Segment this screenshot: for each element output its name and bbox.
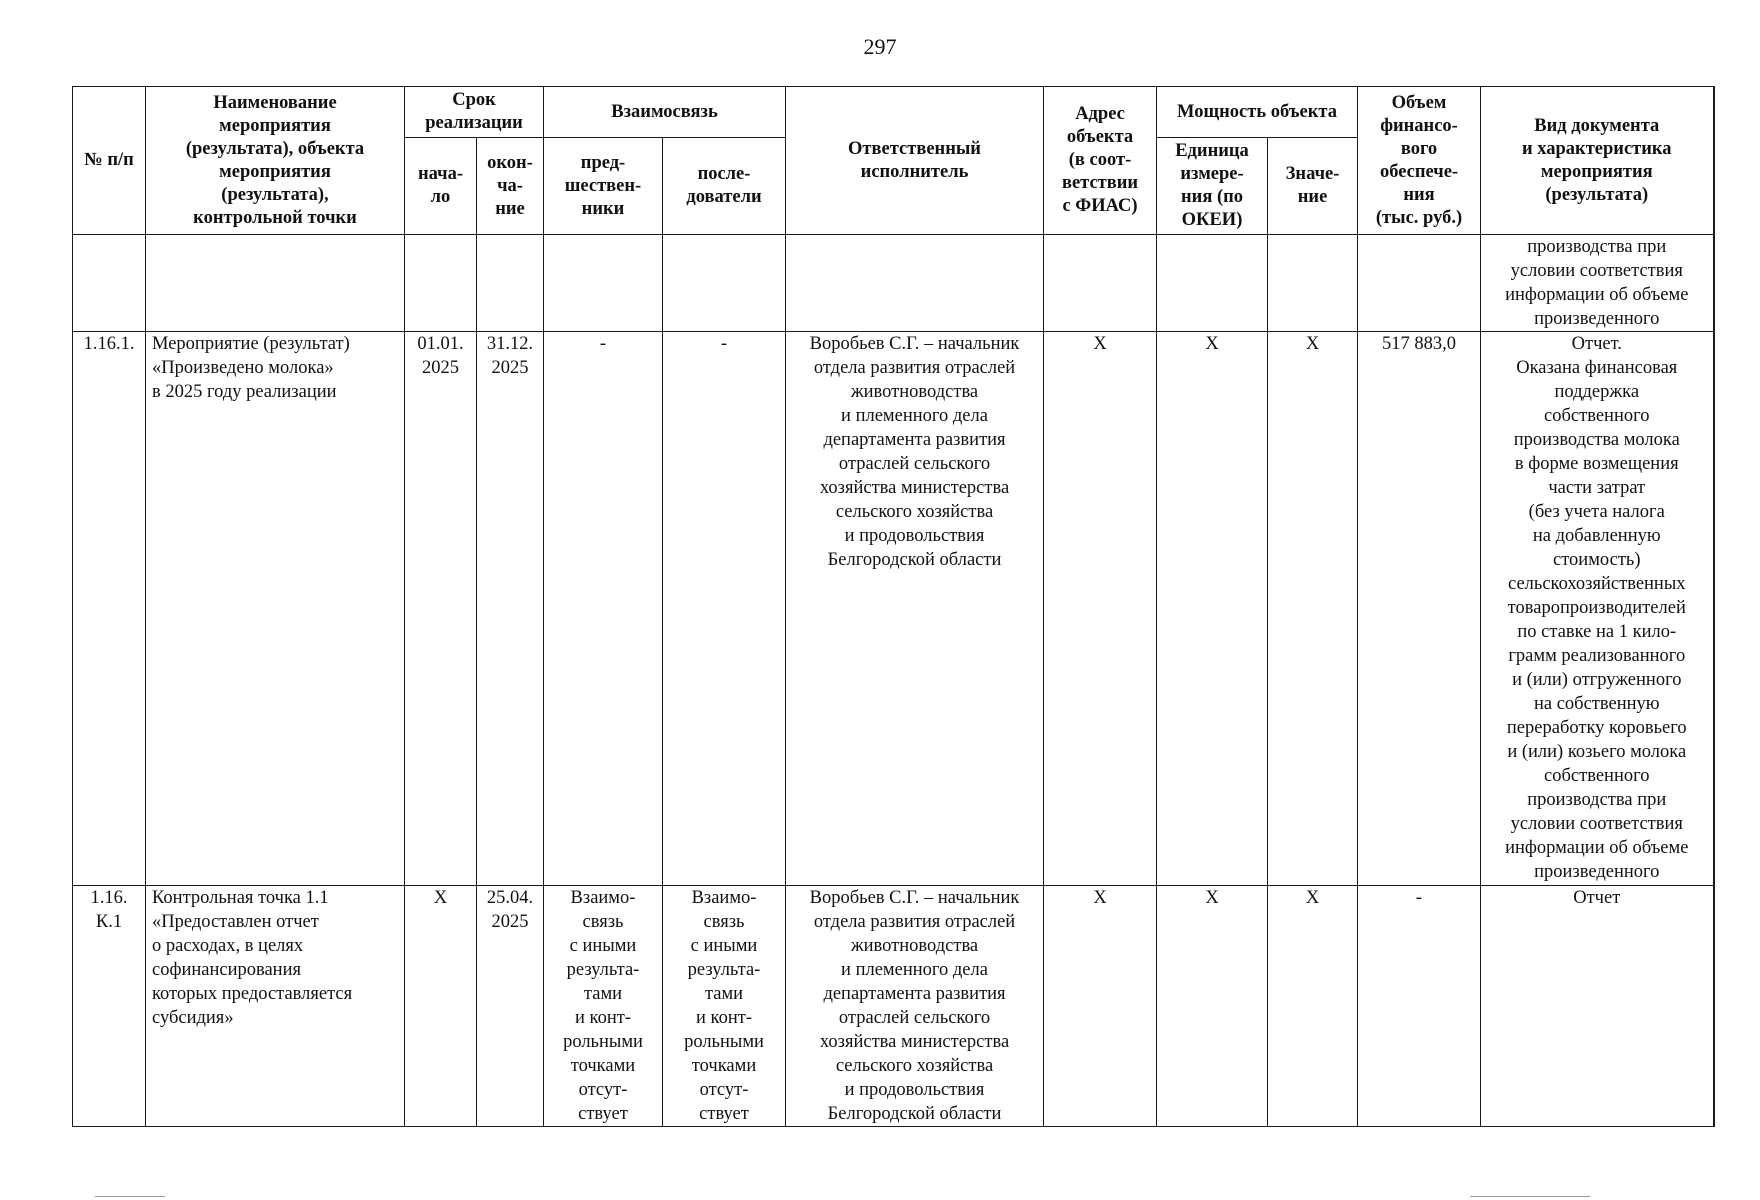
- text-line: софинансирования: [152, 960, 301, 980]
- text-line: «Предоставлен отчет: [152, 912, 319, 932]
- cell-value: X: [1268, 332, 1358, 886]
- text-line: Наименование: [213, 92, 337, 113]
- text-line: (тыс. руб.): [1375, 207, 1463, 228]
- text-line: отраслей сельского: [838, 454, 991, 474]
- text-line: тами: [583, 984, 623, 1004]
- text-line: нача-: [417, 164, 463, 184]
- text-line: условии соответствия: [1510, 261, 1683, 281]
- cell-successors: [663, 886, 786, 1127]
- text-line: рольными: [684, 1032, 764, 1052]
- text-line: хозяйства министерства: [819, 478, 1010, 498]
- text-line: части затрат: [1548, 478, 1646, 498]
- text-line: произведенного: [1534, 309, 1660, 329]
- header-num: № п/п: [73, 87, 146, 235]
- text-line: (результата), объекта: [185, 138, 365, 159]
- text-line: X: [433, 888, 448, 908]
- text-line: и (или) козьего молока: [1507, 742, 1687, 762]
- header-doc-type: [1481, 87, 1714, 235]
- text-line: на собственную: [1533, 694, 1660, 714]
- cell-unit: [1157, 235, 1268, 332]
- cell-doc: [1481, 332, 1714, 886]
- text-line: 31.12.: [486, 334, 534, 354]
- cell-successors: [663, 332, 786, 886]
- text-line: Отчет: [1573, 888, 1621, 908]
- text-line: животноводства: [850, 382, 979, 402]
- text-line: 1.16.: [90, 888, 128, 908]
- header-capacity: Мощность объекта: [1157, 87, 1358, 138]
- text-line: Контрольная точка 1.1: [152, 888, 329, 908]
- text-line: ния (по: [1181, 187, 1244, 207]
- header-successors: [663, 138, 786, 235]
- text-line: ния: [1403, 184, 1435, 205]
- text-line: сельского хозяйства: [835, 502, 994, 522]
- text-line: 01.01.: [417, 334, 464, 354]
- text-line: (результата),: [221, 184, 329, 205]
- text-line: ОКЕИ): [1181, 210, 1243, 230]
- text-line: пред-: [580, 152, 626, 173]
- cell-unit: X: [1157, 886, 1268, 1127]
- cell-address: X: [1044, 332, 1157, 886]
- text-line: -: [720, 334, 728, 354]
- text-line: и племенного дела: [841, 406, 988, 426]
- cell-responsible: [786, 332, 1044, 886]
- text-line: Оказана финансовая: [1516, 358, 1678, 378]
- text-line: информации об объеме: [1505, 838, 1689, 858]
- cell-num: [73, 886, 146, 1127]
- text-line: сельскохозяйственных: [1508, 574, 1686, 594]
- text-line: Единица: [1175, 141, 1249, 161]
- text-line: Срок: [452, 90, 496, 110]
- cell-name: [146, 332, 405, 886]
- cell-predecessors: [544, 235, 663, 332]
- text-line: Вид документа: [1534, 115, 1660, 136]
- scan-artifact-line: [95, 1196, 165, 1197]
- text-line: измере-: [1180, 164, 1244, 184]
- text-line: шествен-: [564, 175, 642, 196]
- text-line: дователи: [686, 187, 762, 207]
- text-line: после-: [697, 164, 751, 184]
- text-line: в форме возмещения: [1514, 454, 1679, 474]
- text-line: хозяйства министерства: [819, 1032, 1010, 1052]
- text-line: вого: [1400, 138, 1438, 159]
- text-line: отсут-: [578, 1080, 628, 1100]
- table-row-1-16-k1: [73, 886, 1714, 1127]
- cell-responsible: [786, 886, 1044, 1127]
- cell-financing: -: [1358, 886, 1481, 1127]
- text-line: собственного: [1544, 766, 1650, 786]
- text-line: 2025: [422, 358, 459, 378]
- text-line: ние: [1297, 187, 1328, 207]
- text-line: Значе-: [1285, 164, 1340, 184]
- text-line: 25.04.: [486, 888, 534, 908]
- cell-name: [146, 235, 405, 332]
- text-line: субсидия»: [152, 1008, 234, 1028]
- cell-predecessors: [544, 886, 663, 1127]
- cell-unit: X: [1157, 332, 1268, 886]
- text-line: исполнитель: [860, 161, 969, 182]
- text-line: и характеристика: [1521, 138, 1672, 159]
- header-relation: Взаимосвязь: [544, 87, 786, 138]
- text-line: окон-: [487, 152, 533, 173]
- text-line: Белгородской области: [827, 1104, 1002, 1124]
- text-line: Мероприятие (результат): [152, 334, 350, 354]
- text-line: производства при: [1527, 237, 1667, 257]
- cell-doc: [1481, 235, 1714, 332]
- plan-table: [72, 86, 1715, 1127]
- header-end: [477, 138, 544, 235]
- cell-start: [405, 886, 477, 1127]
- table-row-1-16-1: [73, 332, 1714, 886]
- cell-start: [405, 235, 477, 332]
- text-line: ствует: [578, 1104, 628, 1124]
- text-line: ветствии: [1061, 173, 1139, 193]
- cell-value: [1268, 235, 1358, 332]
- text-line: обеспече-: [1379, 161, 1459, 182]
- text-line: мероприятия: [219, 115, 331, 136]
- text-line: с иными: [569, 936, 637, 956]
- page-number: 297: [863, 34, 897, 59]
- table-row-continuation: [73, 235, 1714, 332]
- text-line: собственного: [1544, 406, 1650, 426]
- header-row-1: [73, 87, 1714, 138]
- cell-end: [477, 886, 544, 1127]
- header-responsible: [786, 87, 1044, 235]
- header-term: [405, 87, 544, 138]
- cell-end: [477, 235, 544, 332]
- text-line: Воробьев С.Г. – начальник: [809, 334, 1020, 354]
- text-line: результа-: [566, 960, 640, 980]
- text-line: с ФИАС): [1062, 196, 1138, 216]
- cell-num: [73, 332, 146, 886]
- header-unit: [1157, 138, 1268, 235]
- text-line: в 2025 году реализации: [152, 382, 337, 402]
- text-line: производства молока: [1513, 430, 1680, 450]
- scan-artifact-line: [1470, 1196, 1590, 1197]
- text-line: информации об объеме: [1505, 285, 1689, 305]
- text-line: переработку коровьего: [1506, 718, 1687, 738]
- text-line: и конт-: [575, 1008, 631, 1028]
- header-financing: [1358, 87, 1481, 235]
- text-line: Белгородской области: [827, 550, 1002, 570]
- text-line: рольными: [563, 1032, 643, 1052]
- cell-financing: [1358, 235, 1481, 332]
- text-line: отдела развития отраслей: [813, 358, 1016, 378]
- cell-address: [1044, 235, 1157, 332]
- header-name: [146, 87, 405, 235]
- text-line: (без учета налога: [1528, 502, 1665, 522]
- text-line: связь: [703, 912, 745, 932]
- text-line: мероприятия: [219, 161, 331, 182]
- text-line: точками: [691, 1056, 757, 1076]
- text-line: К.1: [95, 912, 123, 932]
- text-line: отдела развития отраслей: [813, 912, 1016, 932]
- text-line: животноводства: [850, 936, 979, 956]
- cell-address: X: [1044, 886, 1157, 1127]
- cell-financing: 517 883,0: [1358, 332, 1481, 886]
- text-line: Взаимо-: [691, 888, 757, 908]
- text-line: точками: [570, 1056, 636, 1076]
- text-line: о расходах, в целях: [152, 936, 304, 956]
- text-line: ло: [430, 187, 451, 207]
- text-line: грамм реализованного: [1508, 646, 1686, 666]
- text-line: и племенного дела: [841, 960, 988, 980]
- text-line: департамента развития: [823, 984, 1006, 1004]
- text-line: Воробьев С.Г. – начальник: [809, 888, 1020, 908]
- text-line: объекта: [1066, 127, 1134, 147]
- text-line: контрольной точки: [193, 207, 357, 228]
- text-line: результа-: [687, 960, 761, 980]
- text-line: 2025: [491, 912, 529, 932]
- text-line: 1.16.1.: [83, 334, 135, 354]
- header-predecessors: [544, 138, 663, 235]
- text-line: (результата): [1545, 184, 1649, 205]
- text-line: департамента развития: [823, 430, 1006, 450]
- text-line: ствует: [699, 1104, 749, 1124]
- text-line: ча-: [497, 175, 523, 196]
- text-line: отраслей сельского: [838, 1008, 991, 1028]
- text-line: на добавленную: [1532, 526, 1661, 546]
- text-line: товаропроизводителей: [1507, 598, 1686, 618]
- text-line: (в соот-: [1068, 150, 1132, 170]
- cell-successors: [663, 235, 786, 332]
- text-line: стоимость): [1553, 550, 1641, 570]
- text-line: поддержка: [1554, 382, 1640, 402]
- text-line: условии соответствия: [1510, 814, 1683, 834]
- text-line: и конт-: [696, 1008, 752, 1028]
- text-line: реализации: [425, 113, 523, 133]
- text-line: Ответственный: [848, 138, 981, 159]
- text-line: по ставке на 1 кило-: [1517, 622, 1677, 642]
- text-line: тами: [704, 984, 744, 1004]
- cell-start: [405, 332, 477, 886]
- text-line: ние: [495, 198, 525, 219]
- text-line: ники: [581, 198, 625, 219]
- text-line: и продовольствия: [844, 1080, 985, 1100]
- cell-doc: [1481, 886, 1714, 1127]
- text-line: сельского хозяйства: [835, 1056, 994, 1076]
- text-line: Взаимо-: [570, 888, 636, 908]
- text-line: -: [599, 334, 607, 354]
- text-line: мероприятия: [1540, 161, 1653, 182]
- cell-end: [477, 332, 544, 886]
- text-line: Адрес: [1075, 104, 1125, 124]
- text-line: которых предоставляется: [152, 984, 353, 1004]
- header-start: [405, 138, 477, 235]
- cell-value: X: [1268, 886, 1358, 1127]
- cell-num: [73, 235, 146, 332]
- cell-responsible: [786, 235, 1044, 332]
- text-line: «Произведено молока»: [152, 358, 334, 378]
- text-line: финансо-: [1380, 115, 1458, 136]
- text-line: и (или) отгруженного: [1512, 670, 1682, 690]
- text-line: производства при: [1527, 790, 1667, 810]
- header-value: [1268, 138, 1358, 235]
- text-line: отсут-: [699, 1080, 749, 1100]
- text-line: Отчет.: [1571, 334, 1622, 354]
- text-line: с иными: [690, 936, 758, 956]
- text-line: связь: [582, 912, 624, 932]
- cell-predecessors: [544, 332, 663, 886]
- cell-name: [146, 886, 405, 1127]
- header-address: [1044, 87, 1157, 235]
- text-line: и продовольствия: [844, 526, 985, 546]
- text-line: 2025: [491, 358, 529, 378]
- text-line: произведенного: [1534, 862, 1660, 882]
- text-line: Объем: [1391, 92, 1447, 113]
